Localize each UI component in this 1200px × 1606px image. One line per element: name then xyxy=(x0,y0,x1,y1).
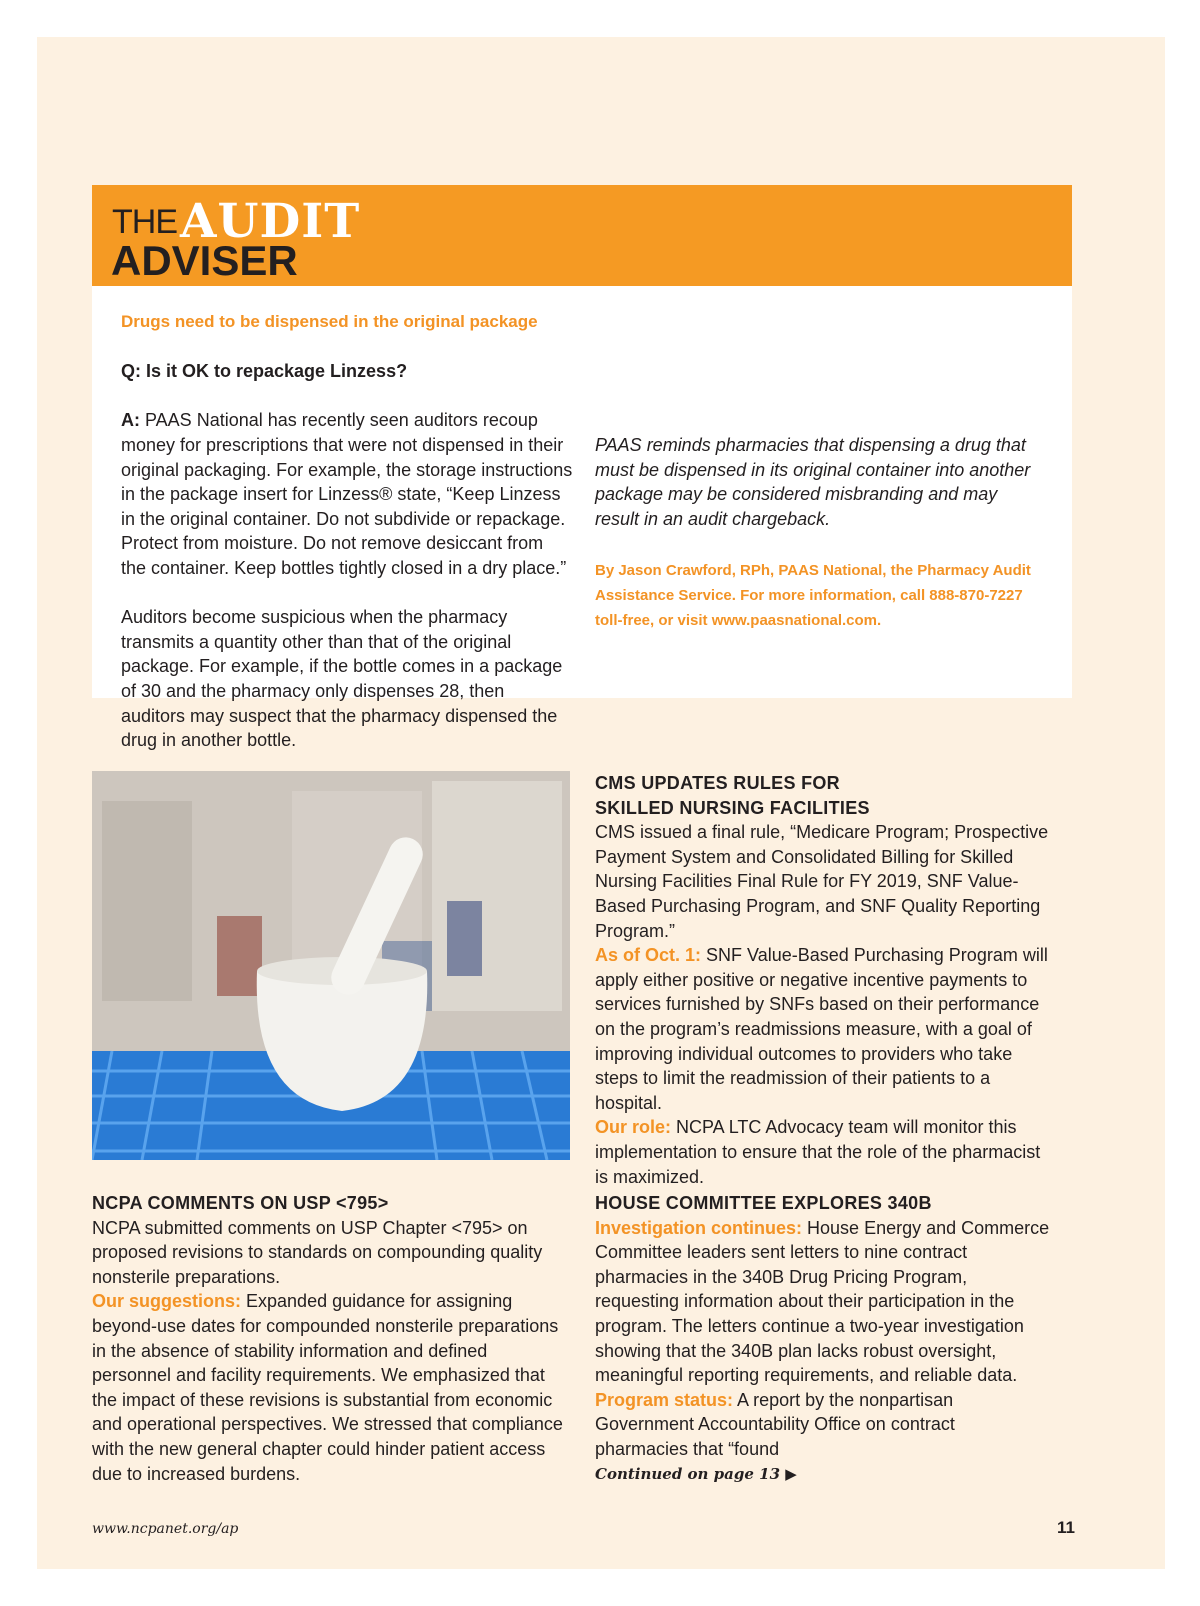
cms-paragraph1 xyxy=(595,943,1050,1115)
continued-link[interactable]: Continued on page 13 ▶ xyxy=(595,1465,797,1483)
house-label2: Program status: xyxy=(595,1389,734,1410)
ncpa-text1: Expanded guidance for assigning beyond-use dates for compounded nonsterile preparations in the absence of stability information and defined personnel and facility requirements. We emphasized that the impact of these revisions is substantial from economic and operational perspectives. We stressed that compliance with the new general chapter could hinder patient access due to increased burdens. xyxy=(92,1291,563,1484)
house-heading: HOUSE COMMITTEE EXPLORES 340B xyxy=(595,1193,932,1213)
cms-heading-line2: SKILLED NURSING FACILITIES xyxy=(595,797,870,818)
right-column-flow-spacer xyxy=(595,310,1045,408)
audit-byline: By Jason Crawford, RPh, PAAS National, the Pharmacy Audit Assistance Service. For more information, call 888-870-7227 toll-free, or visit www.paasnational.com. xyxy=(595,562,1031,629)
cms-label2: Our role: xyxy=(595,1117,672,1138)
ncpa-heading: NCPA COMMENTS ON USP <795> xyxy=(92,1193,389,1213)
banner-the: THE xyxy=(112,203,177,241)
ncpa-label1: Our suggestions: xyxy=(92,1291,242,1312)
audit-answer xyxy=(121,408,573,580)
cms-intro: CMS issued a final rule, “Medicare Program; Prospective Payment System and Consolidated Billing for Skilled Nursing Facilities Final Rule for FY 2019, SNF Value-Based Purchasing Program, and SNF Quality Reporting Program.” xyxy=(595,822,1049,941)
banner-adviser: ADVISER xyxy=(111,237,298,284)
cms-article xyxy=(595,771,1050,1189)
audit-paragraph2: Auditors become suspicious when the pharmacy transmits a quantity other than that of the original package. For example, if the bottle comes in a package of 30 and the pharmacy only dispenses 28, then auditors may suspect that the pharmacy dispensed the drug in another bottle. xyxy=(121,607,563,751)
banner-audit: AUDIT xyxy=(180,194,361,249)
ncpa-paragraph1 xyxy=(92,1289,570,1486)
audit-left-column xyxy=(121,310,573,753)
answer-text: PAAS National has recently seen auditors recoup money for prescriptions that were not dispensed in their original packaging. For example, the storage instructions in the package insert for Linzess® state, “Keep Linzess in the original container. Do not subdivide or repackage. Protect from moisture. Do not remove desiccant from the container. Keep bottles tightly closed in a dry place.” xyxy=(121,410,573,578)
ncpa-intro: NCPA submitted comments on USP Chapter <795> on proposed revisions to standards on compounding quality nonsterile preparations. xyxy=(92,1217,543,1287)
audit-right-column xyxy=(595,310,1045,633)
cms-heading-line1: CMS UPDATES RULES FOR xyxy=(595,773,840,793)
house-label1: Investigation continues: xyxy=(595,1217,803,1238)
house-article xyxy=(595,1191,1050,1462)
audit-adviser-banner xyxy=(92,185,1072,286)
cms-text2: NCPA LTC Advocacy team will monitor this implementation to ensure that the role of the pharmacist is maximized. xyxy=(595,1117,1041,1187)
footer-url: www.ncpanet.org/ap xyxy=(92,1521,239,1537)
audit-question: Q: Is it OK to repackage Linzess? xyxy=(121,361,408,382)
answer-label: A: xyxy=(121,410,140,431)
ncpa-article xyxy=(92,1191,570,1486)
mortar-pestle-photo xyxy=(92,771,570,1160)
house-paragraph2 xyxy=(595,1388,1050,1462)
cms-label1: As of Oct. 1: xyxy=(595,945,702,966)
house-text1: House Energy and Commerce Committee leaders sent letters to nine contract pharmacies in the 340B Drug Pricing Program, requesting information about their participation in the program. The letters continue a two-year investigation showing that the 340B plan lacks robust oversight, meaningful reporting requirements, and reliable data. xyxy=(595,1217,1050,1386)
cms-paragraph2 xyxy=(595,1115,1050,1189)
house-paragraph1 xyxy=(595,1216,1050,1388)
house-text2: A report by the nonpartisan Government Accountability Office on contract pharmacies that “found xyxy=(595,1389,955,1459)
page-number: 11 xyxy=(1057,1518,1075,1537)
audit-headline: Drugs need to be dispensed in the original package xyxy=(121,312,538,331)
cms-text1: SNF Value-Based Purchasing Program will apply either positive or negative incentive payments to services furnished by SNFs based on their performance on the program’s readmissions measure, with a goal of improving individual outcomes to providers who take steps to limit the readmission of their patients to a hospital. xyxy=(595,945,1048,1113)
audit-reminder: PAAS reminds pharmacies that dispensing a drug that must be dispensed in its original container into another package may be considered misbranding and may result in an audit chargeback. xyxy=(595,434,1031,529)
